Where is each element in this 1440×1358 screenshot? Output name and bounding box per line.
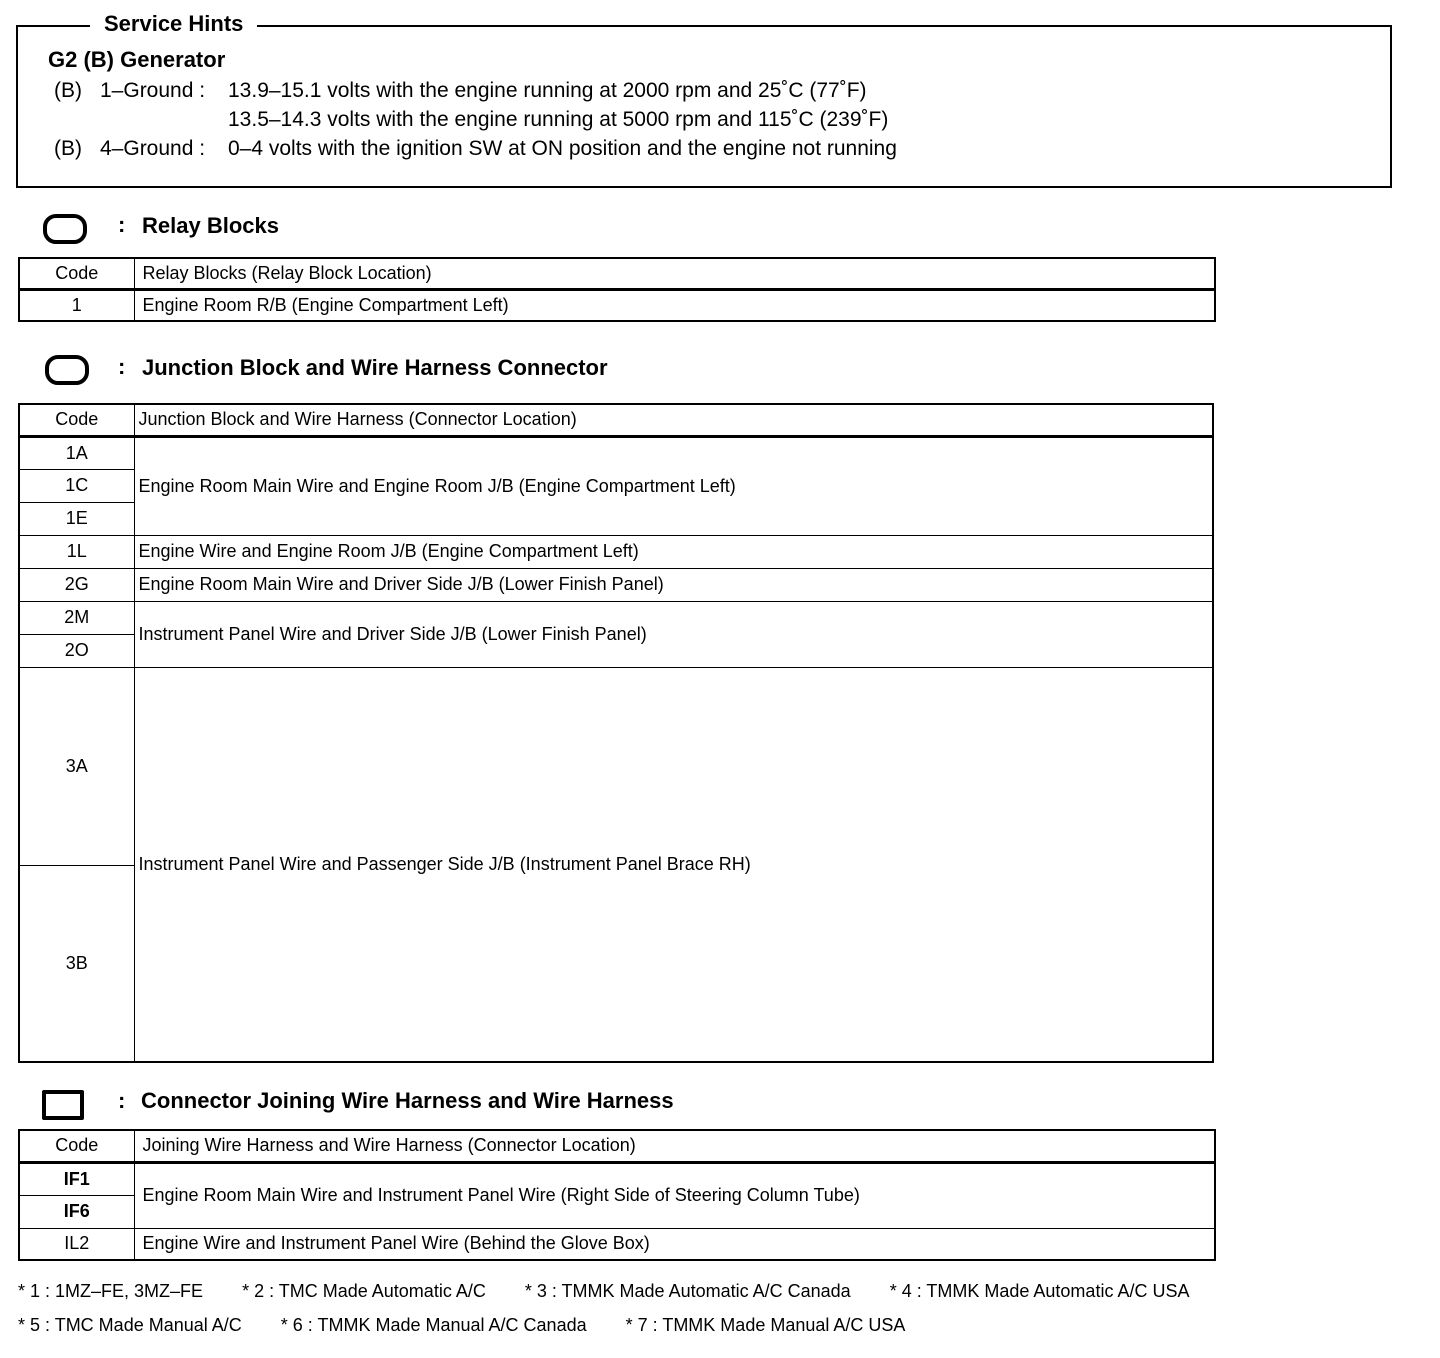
row-desc: Instrument Panel Wire and Driver Side J/B (Lower Finish Panel): [134, 601, 1213, 667]
table-row: [19, 535, 1213, 568]
footnote: * 5 : TMC Made Manual A/C: [18, 1315, 242, 1335]
footnote: * 7 : TMMK Made Manual A/C USA: [625, 1315, 906, 1335]
header-desc: Joining Wire Harness and Wire Harness (Connector Location): [134, 1130, 1215, 1162]
table-row: [19, 601, 1213, 634]
row-code: 3A: [19, 667, 134, 865]
connectors-title: Connector Joining Wire Harness and Wire Harness: [141, 1088, 674, 1113]
header-code: Code: [19, 258, 134, 289]
footnotes-line-1: [18, 1281, 1223, 1302]
table-row: [19, 667, 1213, 865]
component-name: G2 (B) Generator: [48, 47, 226, 72]
row-code: 1E: [19, 502, 134, 535]
hint-text: 13.9–15.1 volts with the engine running at 2000 rpm and 25˚C (77˚F): [228, 79, 867, 102]
section-colon: :: [118, 212, 126, 237]
table-row: [19, 1228, 1215, 1260]
table-row: [19, 568, 1213, 601]
row-code: 1C: [19, 469, 134, 502]
hint-prefix: (B): [54, 79, 82, 102]
junction-blocks-table: [18, 403, 1214, 1063]
table-header-row: [19, 258, 1215, 289]
table-row: [19, 436, 1213, 469]
row-code: IF1: [19, 1162, 134, 1195]
service-hints-title: Service Hints: [90, 10, 257, 38]
hint-terminal: 4–Ground :: [100, 137, 206, 160]
row-code: 2O: [19, 634, 134, 667]
header-desc: Junction Block and Wire Harness (Connector Location): [134, 404, 1213, 436]
junction-blocks-title: Junction Block and Wire Harness Connector: [142, 355, 608, 380]
row-desc: Engine Room Main Wire and Driver Side J/B (Lower Finish Panel): [134, 568, 1213, 601]
table-header-row: [19, 1130, 1215, 1162]
row-code: IF6: [19, 1195, 134, 1228]
row-desc: Instrument Panel Wire and Passenger Side J/B (Instrument Panel Brace RH): [134, 667, 1213, 1062]
footnote: * 4 : TMMK Made Automatic A/C USA: [889, 1281, 1190, 1301]
footnote: * 2 : TMC Made Automatic A/C: [242, 1281, 486, 1301]
footnotes-line-2: [18, 1315, 939, 1336]
row-code: 1L: [19, 535, 134, 568]
section-colon: :: [118, 354, 126, 379]
hint-text: 13.5–14.3 volts with the engine running at 5000 rpm and 115˚C (239˚F): [228, 108, 889, 131]
header-desc: Relay Blocks (Relay Block Location): [134, 258, 1215, 289]
footnote: * 1 : 1MZ–FE, 3MZ–FE: [18, 1281, 204, 1301]
table-row: [19, 1162, 1215, 1195]
row-desc: Engine Wire and Engine Room J/B (Engine Compartment Left): [134, 535, 1213, 568]
row-code: 3B: [19, 865, 134, 1062]
junction-block-symbol-icon: [45, 355, 89, 385]
connectors-table: [18, 1129, 1216, 1261]
header-code: Code: [19, 404, 134, 436]
row-code: 1: [19, 289, 134, 321]
row-code: 1A: [19, 436, 134, 469]
header-code: Code: [19, 1130, 134, 1162]
hint-terminal: 1–Ground :: [100, 79, 206, 102]
section-colon: :: [118, 1088, 126, 1113]
row-desc: Engine Wire and Instrument Panel Wire (Behind the Glove Box): [134, 1228, 1215, 1260]
row-desc: Engine Room Main Wire and Instrument Panel Wire (Right Side of Steering Column Tube): [134, 1162, 1215, 1228]
connector-symbol-icon: [42, 1090, 84, 1120]
row-code: IL2: [19, 1228, 134, 1260]
footnote: * 3 : TMMK Made Automatic A/C Canada: [524, 1281, 851, 1301]
footnote: * 6 : TMMK Made Manual A/C Canada: [280, 1315, 587, 1335]
row-desc: Engine Room Main Wire and Engine Room J/B (Engine Compartment Left): [134, 436, 1213, 535]
row-code: 2M: [19, 601, 134, 634]
row-code: 2G: [19, 568, 134, 601]
relay-blocks-title: Relay Blocks: [142, 213, 279, 238]
row-desc: Engine Room R/B (Engine Compartment Left): [134, 289, 1215, 321]
relay-block-symbol-icon: [43, 214, 87, 244]
table-row: [19, 289, 1215, 321]
relay-blocks-table: [18, 257, 1216, 322]
hint-text: 0–4 volts with the ignition SW at ON position and the engine not running: [228, 137, 897, 160]
table-header-row: [19, 404, 1213, 436]
hint-prefix: (B): [54, 137, 82, 160]
